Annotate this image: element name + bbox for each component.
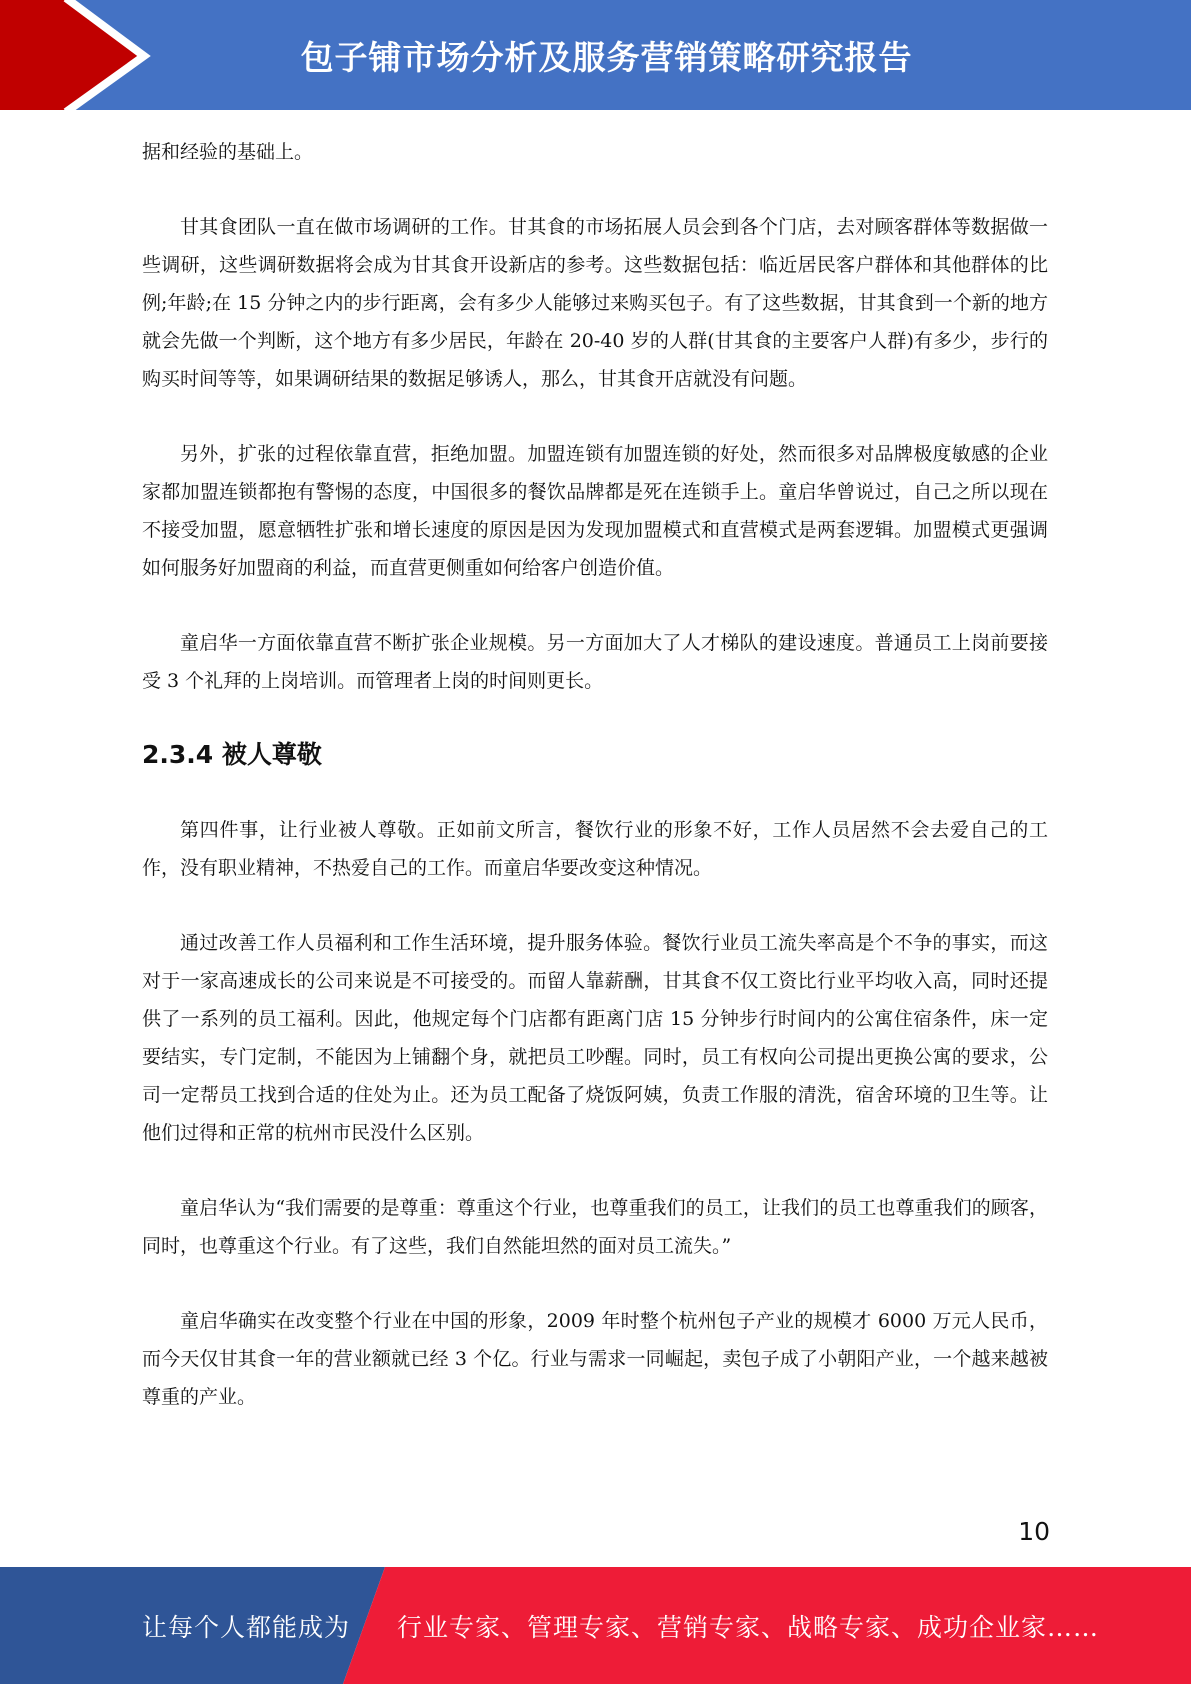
page-footer bbox=[0, 1567, 1191, 1684]
footer-slogan-left: 让每个人都能成为 bbox=[142, 1612, 351, 1642]
paragraph-direct-operation: 另外，扩张的过程依靠直营，拒绝加盟。加盟连锁有加盟连锁的好处，然而很多对品牌极度敏感的企业家都加盟连锁都抱有警惕的态度，中国很多的餐饮品牌都是死在连锁手上。童启华曾说过，自己之所以现在不接受加盟，愿意牺牲扩张和增长速度的原因是因为发现加盟模式和直营模式是两套逻辑。加盟模式更强调如何服务好加盟商的利益，而直营更侧重如何给客户创造价值。 bbox=[142, 443, 1048, 579]
paragraph-market-research: 甘其食团队一直在做市场调研的工作。甘其食的市场拓展人员会到各个门店，去对顾客群体等数据做一些调研，这些调研数据将会成为甘其食开设新店的参考。这些数据包括：临近居民客户群体和其他群体的比例;年龄;在 15 分钟之内的步行距离，会有多少人能够过来购买包子。有了这些数据，甘其食到一个新的地方就会先做一个判断，这个地方有多少居民，年龄在 20-40 岁的人群(甘其食的主要客户人群)有多少，步行的购买时间等等，如果调研结果的数据足够诱人，那么，甘其食开店就没有问题。 bbox=[142, 216, 1048, 390]
paragraph-employee-welfare: 通过改善工作人员福利和工作生活环境，提升服务体验。餐饮行业员工流失率高是个不争的事实，而这对于一家高速成长的公司来说是不可接受的。而留人靠薪酬，甘其食不仅工资比行业平均收入高，同时还提供了一系列的员工福利。因此，他规定每个门店都有距离门店 15 分钟步行时间内的公寓住宿条件，床一定要结实，专门定制，不能因为上铺翻个身，就把员工吵醒。同时，员工有权向公司提出更换公寓的要求，公司一定帮员工找到合适的住处为止。还为员工配备了烧饭阿姨，负责工作服的清洗，宿舍环境的卫生等。让他们过得和正常的杭州市民没什么区别。 bbox=[142, 932, 1048, 1144]
page-header bbox=[0, 0, 1191, 110]
page-number: 10 bbox=[1018, 1517, 1050, 1546]
paragraph-respect-intro: 第四件事，让行业被人尊敬。正如前文所言，餐饮行业的形象不好，工作人员居然不会去爱自己的工作，没有职业精神，不热爱自己的工作。而童启华要改变这种情况。 bbox=[142, 819, 1048, 879]
document-title: 包子铺市场分析及服务营销策略研究报告 bbox=[300, 37, 913, 77]
section-heading: 2.3.4 被人尊敬 bbox=[142, 740, 322, 769]
paragraph-talent-training: 童启华一方面依靠直营不断扩张企业规模。另一方面加大了人才梯队的建设速度。普通员工上岗前要接受 3 个礼拜的上岗培训。而管理者上岗的时间则更长。 bbox=[142, 632, 1048, 692]
footer-slogan-right: 行业专家、管理专家、营销专家、战略专家、成功企业家…… bbox=[397, 1612, 1100, 1642]
document-body bbox=[142, 133, 1048, 1453]
paragraph-continued: 据和经验的基础上。 bbox=[142, 141, 314, 163]
paragraph-quote: 童启华认为“我们需要的是尊重：尊重这个行业，也尊重我们的员工，让我们的员工也尊重我们的顾客，同时，也尊重这个行业。有了这些，我们自然能坦然的面对员工流失。” bbox=[142, 1197, 1048, 1257]
paragraph-industry-image: 童启华确实在改变整个行业在中国的形象，2009 年时整个杭州包子产业的规模才 6000 万元人民币，而今天仅甘其食一年的营业额就已经 3 个亿。行业与需求一同崛起，卖包子成了小朝阳产业，一个越来越被尊重的产业。 bbox=[142, 1310, 1048, 1408]
